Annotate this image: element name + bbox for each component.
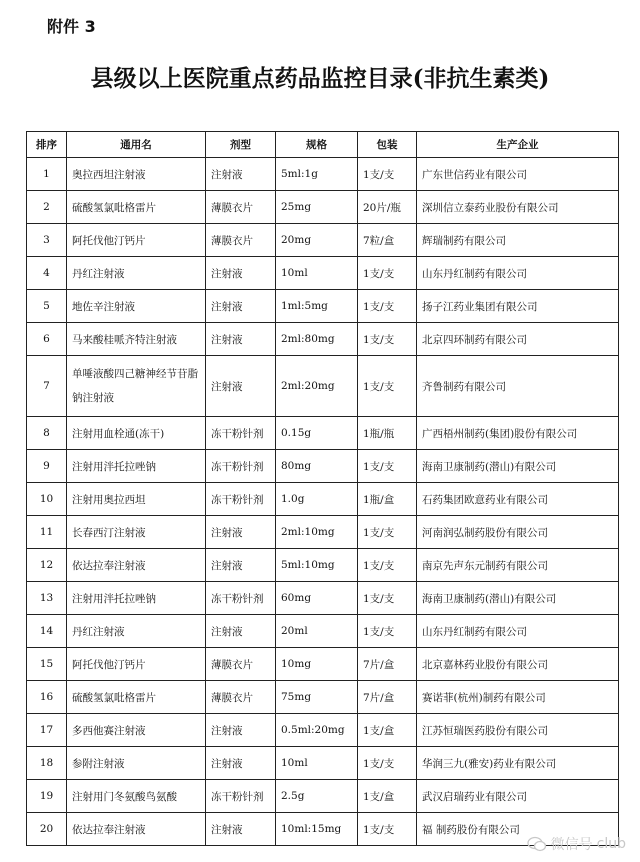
cell-spec: 80mg [276, 450, 358, 483]
cell-form: 薄膜衣片 [206, 224, 276, 257]
cell-name: 阿托伐他汀钙片 [67, 648, 206, 681]
column-header-spec: 规格 [276, 132, 358, 158]
cell-name: 多西他赛注射液 [67, 714, 206, 747]
cell-spec: 5ml:1g [276, 158, 358, 191]
cell-form: 注射液 [206, 714, 276, 747]
cell-company: 武汉启瑞药业有限公司 [417, 780, 619, 813]
cell-spec: 25mg [276, 191, 358, 224]
cell-form: 注射液 [206, 813, 276, 846]
cell-company: 广东世信药业有限公司 [417, 158, 619, 191]
column-header-name: 通用名 [67, 132, 206, 158]
cell-pack: 1支/支 [358, 158, 417, 191]
cell-form: 冻干粉针剂 [206, 780, 276, 813]
table-row [27, 681, 619, 714]
cell-pack: 1支/支 [358, 582, 417, 615]
cell-spec: 60mg [276, 582, 358, 615]
cell-spec: 20ml [276, 615, 358, 648]
cell-name: 阿托伐他汀钙片 [67, 224, 206, 257]
column-header-company: 生产企业 [417, 132, 619, 158]
cell-name: 马来酸桂哌齐特注射液 [67, 323, 206, 356]
cell-company: 齐鲁制药有限公司 [417, 356, 619, 417]
cell-spec: 10ml:15mg [276, 813, 358, 846]
cell-pack: 1支/支 [358, 257, 417, 290]
watermark [527, 834, 626, 854]
cell-index: 4 [27, 257, 67, 290]
cell-name: 硫酸氢氯吡格雷片 [67, 681, 206, 714]
cell-form: 冻干粉针剂 [206, 417, 276, 450]
cell-form: 注射液 [206, 290, 276, 323]
cell-spec: 10ml [276, 747, 358, 780]
cell-index: 12 [27, 549, 67, 582]
cell-index: 11 [27, 516, 67, 549]
cell-company: 海南卫康制药(潜山)有限公司 [417, 450, 619, 483]
cell-index: 6 [27, 323, 67, 356]
cell-pack: 1支/支 [358, 290, 417, 323]
drug-table [26, 131, 619, 846]
cell-form: 注射液 [206, 356, 276, 417]
table-row [27, 582, 619, 615]
cell-name: 注射用泮托拉唑钠 [67, 582, 206, 615]
cell-pack: 1支/支 [358, 323, 417, 356]
cell-company: 北京嘉林药业股份有限公司 [417, 648, 619, 681]
table-row [27, 257, 619, 290]
cell-index: 5 [27, 290, 67, 323]
cell-pack: 1支/支 [358, 516, 417, 549]
cell-index: 15 [27, 648, 67, 681]
cell-spec: 2ml:20mg [276, 356, 358, 417]
table-row [27, 483, 619, 516]
cell-form: 注射液 [206, 516, 276, 549]
wechat-icon [527, 836, 547, 852]
cell-spec: 1.0g [276, 483, 358, 516]
cell-index: 16 [27, 681, 67, 714]
cell-pack: 1支/支 [358, 356, 417, 417]
cell-form: 薄膜衣片 [206, 681, 276, 714]
table-row [27, 356, 619, 417]
cell-company: 海南卫康制药(潜山)有限公司 [417, 582, 619, 615]
column-header-pack: 包装 [358, 132, 417, 158]
cell-form: 注射液 [206, 323, 276, 356]
cell-pack: 1支/支 [358, 747, 417, 780]
cell-pack: 1支/支 [358, 549, 417, 582]
cell-form: 冻干粉针剂 [206, 582, 276, 615]
cell-index: 14 [27, 615, 67, 648]
cell-pack: 1支/支 [358, 615, 417, 648]
page-title: 县级以上医院重点药品监控目录(非抗生素类) [90, 65, 550, 92]
cell-name: 依达拉奉注射液 [67, 549, 206, 582]
cell-pack: 1支/支 [358, 450, 417, 483]
cell-company: 山东丹红制药有限公司 [417, 615, 619, 648]
cell-name: 奥拉西坦注射液 [67, 158, 206, 191]
table-header-row [27, 132, 619, 158]
cell-pack: 1瓶/瓶 [358, 417, 417, 450]
cell-company: 南京先声东元制药有限公司 [417, 549, 619, 582]
cell-form: 冻干粉针剂 [206, 450, 276, 483]
table-row [27, 516, 619, 549]
table-row [27, 714, 619, 747]
cell-spec: 0.5ml:20mg [276, 714, 358, 747]
cell-pack: 1支/盒 [358, 780, 417, 813]
cell-form: 注射液 [206, 549, 276, 582]
cell-name: 单唾液酸四己糖神经节苷脂钠注射液 [67, 356, 206, 417]
table-row [27, 615, 619, 648]
cell-name: 硫酸氢氯吡格雷片 [67, 191, 206, 224]
cell-pack: 7粒/盒 [358, 224, 417, 257]
cell-company: 扬子江药业集团有限公司 [417, 290, 619, 323]
cell-spec: 10mg [276, 648, 358, 681]
cell-spec: 0.15g [276, 417, 358, 450]
cell-form: 注射液 [206, 158, 276, 191]
cell-company: 福 制药股份有限公司 [417, 813, 619, 846]
cell-name: 长春西汀注射液 [67, 516, 206, 549]
cell-company: 华润三九(雅安)药业有限公司 [417, 747, 619, 780]
cell-company: 广西梧州制药(集团)股份有限公司 [417, 417, 619, 450]
table-row [27, 224, 619, 257]
table-row [27, 158, 619, 191]
table-row [27, 648, 619, 681]
table-row [27, 549, 619, 582]
watermark-text: 微信号 [550, 837, 593, 853]
cell-index: 7 [27, 356, 67, 417]
cell-form: 注射液 [206, 615, 276, 648]
cell-company: 江苏恒瑞医药股份有限公司 [417, 714, 619, 747]
cell-name: 丹红注射液 [67, 615, 206, 648]
column-header-index: 排序 [27, 132, 67, 158]
cell-form: 薄膜衣片 [206, 191, 276, 224]
cell-pack: 1支/支 [358, 813, 417, 846]
cell-form: 注射液 [206, 747, 276, 780]
cell-name: 注射用泮托拉唑钠 [67, 450, 206, 483]
table-body [27, 158, 619, 846]
table-row [27, 417, 619, 450]
table-row [27, 323, 619, 356]
cell-index: 1 [27, 158, 67, 191]
table-row [27, 780, 619, 813]
cell-company: 石药集团欧意药业有限公司 [417, 483, 619, 516]
cell-spec: 2ml:10mg [276, 516, 358, 549]
cell-pack: 20片/瓶 [358, 191, 417, 224]
attachment-label: 附件 3 [47, 17, 96, 36]
cell-name: 注射用门冬氨酸鸟氨酸 [67, 780, 206, 813]
table-row [27, 747, 619, 780]
column-header-form: 剂型 [206, 132, 276, 158]
cell-company: 北京四环制药有限公司 [417, 323, 619, 356]
cell-form: 冻干粉针剂 [206, 483, 276, 516]
cell-name: 依达拉奉注射液 [67, 813, 206, 846]
watermark-suffix: club [596, 836, 626, 852]
cell-company: 河南润弘制药股份有限公司 [417, 516, 619, 549]
cell-name: 地佐辛注射液 [67, 290, 206, 323]
cell-name: 注射用奥拉西坦 [67, 483, 206, 516]
cell-spec: 10ml [276, 257, 358, 290]
cell-form: 注射液 [206, 257, 276, 290]
cell-company: 山东丹红制药有限公司 [417, 257, 619, 290]
cell-company: 赛诺菲(杭州)制药有限公司 [417, 681, 619, 714]
table-row [27, 191, 619, 224]
cell-company: 深圳信立泰药业股份有限公司 [417, 191, 619, 224]
cell-pack: 1支/盒 [358, 714, 417, 747]
cell-index: 19 [27, 780, 67, 813]
table-row [27, 450, 619, 483]
cell-spec: 5ml:10mg [276, 549, 358, 582]
cell-pack: 1瓶/盒 [358, 483, 417, 516]
cell-index: 3 [27, 224, 67, 257]
cell-spec: 1ml:5mg [276, 290, 358, 323]
cell-index: 9 [27, 450, 67, 483]
cell-name: 注射用血栓通(冻干) [67, 417, 206, 450]
cell-index: 20 [27, 813, 67, 846]
cell-spec: 75mg [276, 681, 358, 714]
cell-index: 10 [27, 483, 67, 516]
cell-pack: 7片/盒 [358, 648, 417, 681]
cell-pack: 7片/盒 [358, 681, 417, 714]
cell-index: 17 [27, 714, 67, 747]
table-row [27, 290, 619, 323]
cell-name: 参附注射液 [67, 747, 206, 780]
cell-spec: 20mg [276, 224, 358, 257]
cell-name: 丹红注射液 [67, 257, 206, 290]
cell-form: 薄膜衣片 [206, 648, 276, 681]
cell-spec: 2.5g [276, 780, 358, 813]
cell-company: 辉瑞制药有限公司 [417, 224, 619, 257]
cell-index: 13 [27, 582, 67, 615]
cell-index: 18 [27, 747, 67, 780]
cell-index: 8 [27, 417, 67, 450]
cell-index: 2 [27, 191, 67, 224]
cell-spec: 2ml:80mg [276, 323, 358, 356]
